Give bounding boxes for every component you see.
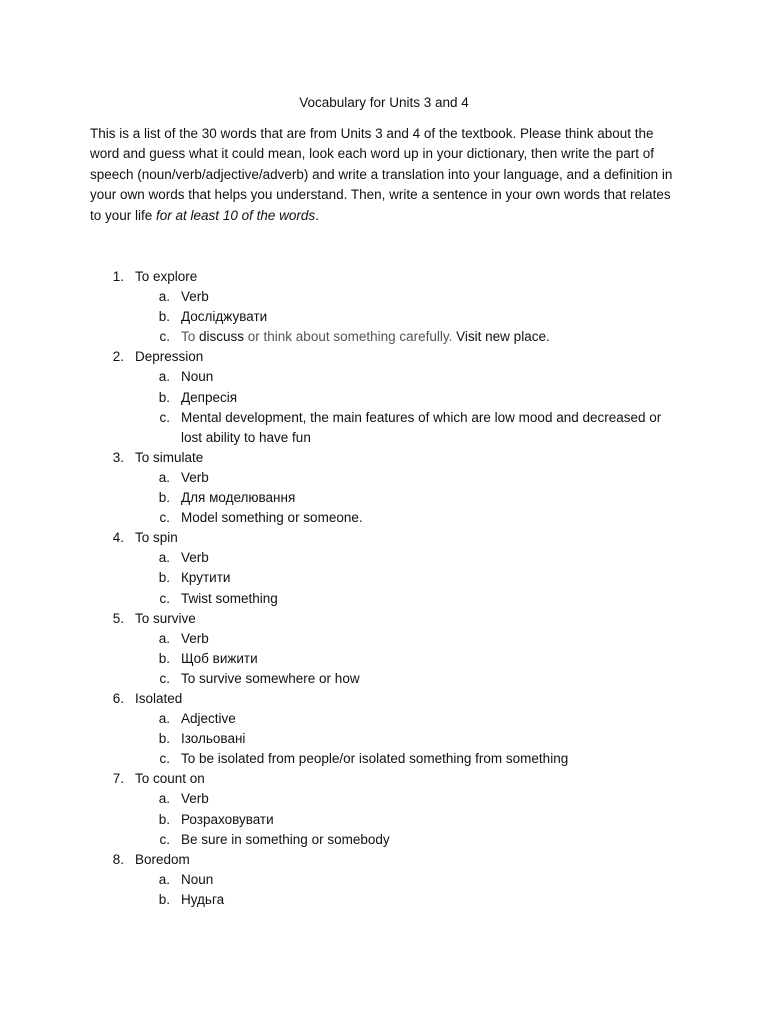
detail-letter: b. [158, 389, 170, 405]
detail-letter: b. [158, 650, 170, 666]
document-title: Vocabulary for Units 3 and 4 [299, 95, 469, 110]
item-number: 6. [112, 690, 124, 706]
detail-letter: a. [158, 469, 170, 485]
vocab-word: Depression [135, 349, 204, 365]
vocab-word: To count on [135, 771, 205, 787]
vocab-detail [0, 408, 768, 448]
detail-text: Verb [181, 469, 209, 485]
detail-letter: a. [158, 550, 170, 566]
vocab-item [0, 267, 768, 287]
item-number: 1. [112, 269, 124, 284]
vocab-detail [0, 388, 768, 408]
item-number: 2. [112, 349, 124, 365]
detail-letter: b. [158, 309, 170, 325]
detail-text: Noun [181, 369, 214, 385]
vocab-item [0, 448, 768, 468]
vocab-word: Boredom [135, 851, 190, 867]
item-number: 8. [112, 851, 124, 867]
vocab-detail [0, 789, 768, 809]
vocab-detail [0, 749, 768, 769]
item-number: 7. [112, 771, 124, 787]
detail-text: Be sure in something or somebody [181, 831, 390, 847]
vocab-detail [0, 468, 768, 488]
vocab-item [0, 347, 768, 367]
detail-letter: b. [158, 811, 170, 827]
detail-letter: c. [159, 329, 170, 345]
detail-text: Нудьга [181, 891, 225, 907]
detail-letter: c. [159, 409, 170, 425]
vocab-word: To survive [135, 610, 196, 626]
detail-text: Для моделювання [181, 490, 296, 506]
detail-text: Щоб вижити [181, 650, 258, 666]
detail-letter: b. [158, 891, 170, 907]
vocab-detail [0, 508, 768, 528]
detail-text: Noun [181, 871, 214, 887]
vocab-detail [0, 589, 768, 609]
detail-text: Mental development, the main features of which are low mood and decreased or lost ability to have fun [181, 409, 662, 445]
vocab-detail [0, 548, 768, 568]
detail-letter: a. [158, 369, 170, 385]
item-number: 3. [112, 449, 124, 465]
vocab-item [0, 528, 768, 548]
vocab-item [0, 769, 768, 789]
detail-part: discuss [199, 329, 245, 345]
detail-part: or think about something carefully. [244, 329, 457, 345]
vocab-detail [0, 327, 768, 347]
detail-letter: c. [159, 670, 170, 686]
intro-paragraph [90, 124, 680, 226]
detail-text: Депресія [181, 389, 238, 405]
vocab-item [0, 609, 768, 629]
vocab-detail [0, 488, 768, 508]
intro-emphasis: for at least 10 of the words [156, 207, 316, 223]
intro-end: . [315, 207, 319, 223]
detail-text: To be isolated from people/or isolated something from something [181, 751, 569, 767]
detail-text: Ізольовані [181, 731, 246, 747]
vocab-detail [0, 890, 768, 910]
vocab-word: To explore [135, 269, 198, 284]
vocab-detail [0, 287, 768, 307]
detail-letter: c. [159, 831, 170, 847]
detail-text [181, 327, 681, 347]
vocab-item [0, 850, 768, 870]
vocab-detail [0, 709, 768, 729]
vocab-detail [0, 307, 768, 327]
detail-text: Verb [181, 791, 209, 807]
vocab-detail [0, 810, 768, 830]
detail-text: Adjective [181, 711, 236, 727]
vocab-detail [0, 649, 768, 669]
detail-text: Twist something [181, 590, 278, 606]
vocabulary-list [0, 267, 768, 910]
detail-letter: b. [158, 490, 170, 506]
vocab-detail [0, 729, 768, 749]
detail-letter: c. [159, 510, 170, 526]
detail-text: Verb [181, 630, 209, 646]
item-number: 4. [112, 530, 124, 546]
detail-letter: a. [158, 630, 170, 646]
detail-text: To survive somewhere or how [181, 670, 360, 686]
detail-letter: c. [159, 751, 170, 767]
vocab-word: To simulate [135, 449, 204, 465]
detail-letter: a. [158, 711, 170, 727]
detail-text: Model something or someone. [181, 510, 363, 526]
detail-part: To [181, 329, 200, 345]
vocab-detail [0, 669, 768, 689]
detail-text: Verb [181, 289, 209, 305]
vocab-detail [0, 830, 768, 850]
detail-text: Розраховувати [181, 811, 274, 827]
detail-text: Verb [181, 550, 209, 566]
vocab-word: Isolated [135, 690, 183, 706]
vocab-detail [0, 568, 768, 588]
detail-letter: a. [158, 871, 170, 887]
detail-letter: c. [159, 590, 170, 606]
item-number: 5. [112, 610, 124, 626]
vocab-item [0, 689, 768, 709]
detail-letter: a. [158, 289, 170, 305]
detail-text: Крутити [181, 570, 231, 586]
detail-text: Досліджувати [181, 309, 268, 325]
vocab-detail [0, 870, 768, 890]
detail-part: Visit new place. [456, 329, 550, 345]
vocab-word: To spin [135, 530, 178, 546]
intro-text: This is a list of the 30 words that are from Units 3 and 4 of the textbook. Please think about the word and guess what it could mean, look each word up in your dictionary, then write the part of speech (noun/verb/adjective/adverb) and write a translation into your language, and a definition in your own words that helps you understand. Then, write a sentence in your own words that relates to your life [90, 126, 673, 223]
detail-letter: b. [158, 731, 170, 747]
vocab-detail [0, 629, 768, 649]
vocab-detail [0, 367, 768, 387]
detail-letter: b. [158, 570, 170, 586]
detail-letter: a. [158, 791, 170, 807]
